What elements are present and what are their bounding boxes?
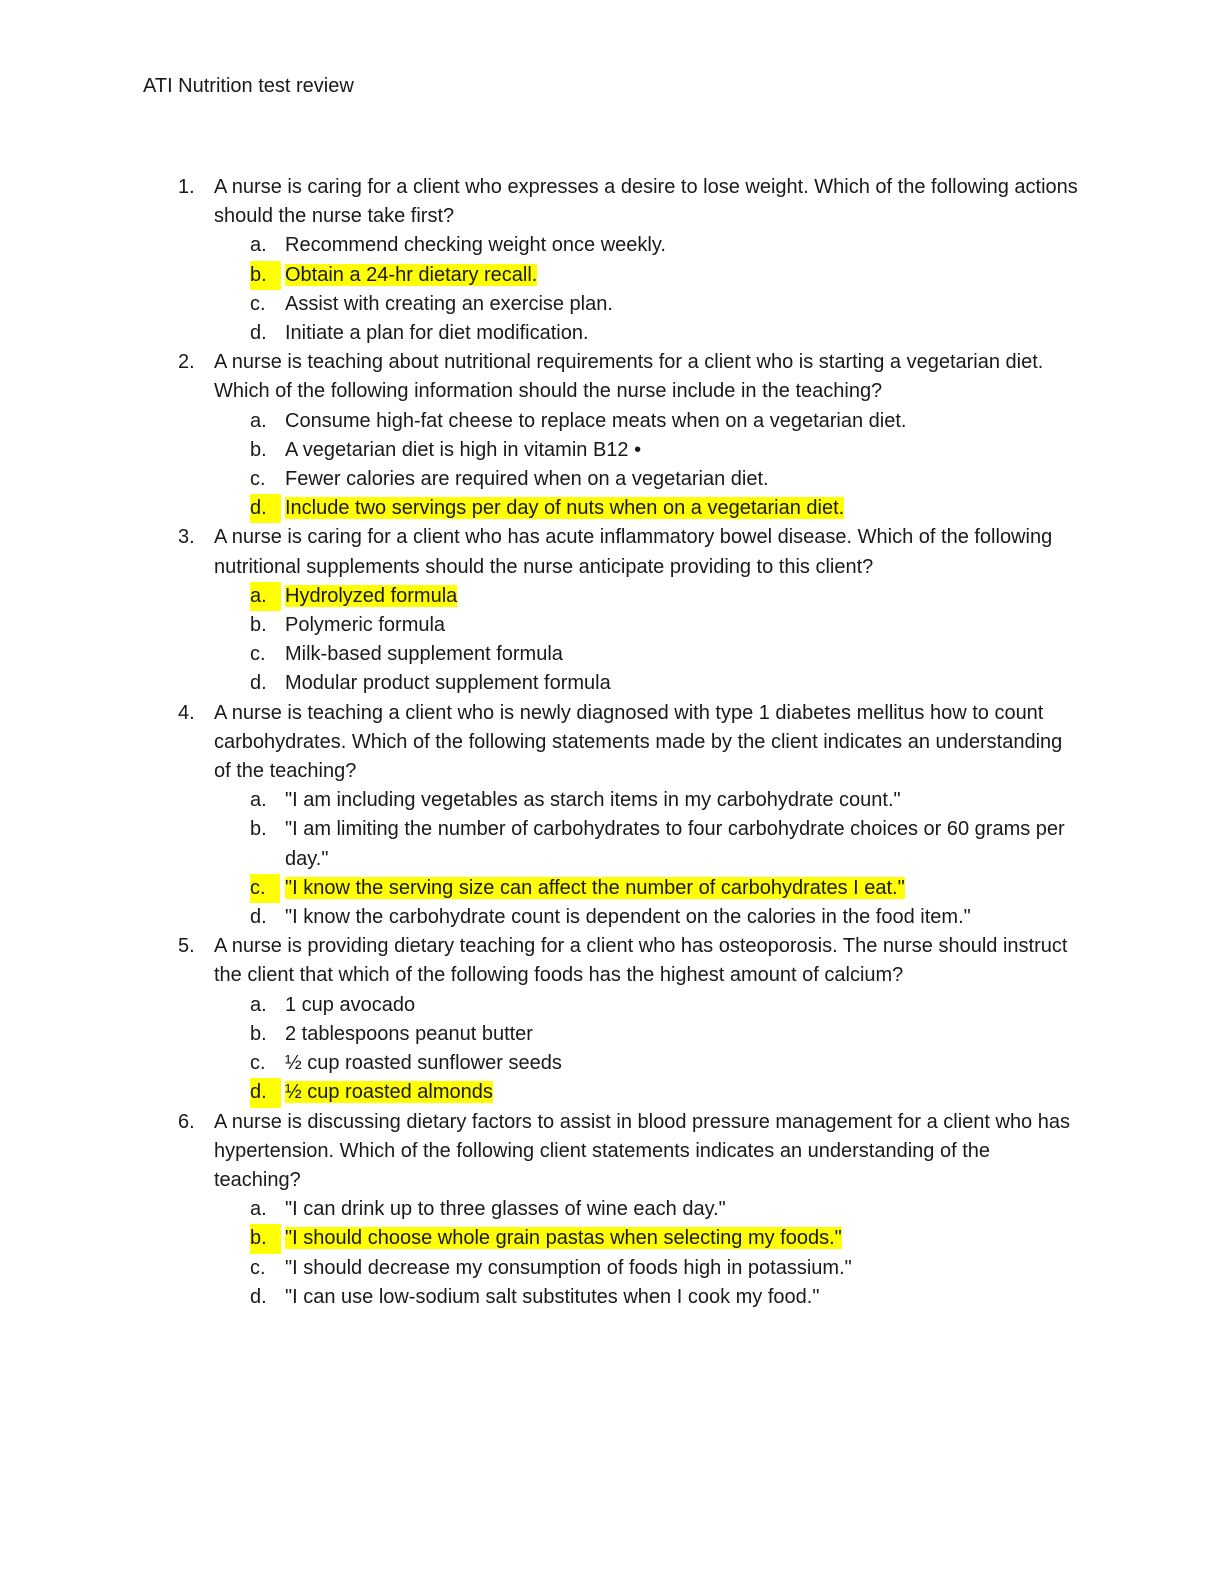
option-letter: d. xyxy=(250,906,267,929)
option-text: "I can drink up to three glasses of wine each day." xyxy=(285,1198,726,1221)
option-text: Fewer calories are required when on a vegetarian diet. xyxy=(285,468,769,491)
option-letter: d. xyxy=(250,1285,267,1308)
question-text: A nurse is caring for a client who has acute inflammatory bowel disease. Which of the following nutritional supplements should the nurse anticipate providing to this client? xyxy=(214,526,1053,578)
option-text: Milk-based supplement formula xyxy=(285,643,563,666)
answer-option xyxy=(0,903,1085,932)
option-text: A vegetarian diet is high in vitamin B12 • xyxy=(285,438,642,461)
answer-option xyxy=(0,319,1085,348)
question-item xyxy=(0,932,1079,990)
answer-option xyxy=(0,231,1085,260)
option-letter: a. xyxy=(250,993,267,1016)
answer-option-highlighted xyxy=(0,1224,1085,1253)
answer-option-highlighted xyxy=(0,874,1085,903)
option-letter: a. xyxy=(250,582,281,611)
question-item xyxy=(0,348,1079,406)
option-letter: c. xyxy=(250,292,266,315)
question-list xyxy=(0,173,1224,1312)
option-text: Initiate a plan for diet modification. xyxy=(285,322,589,345)
option-letter: c. xyxy=(250,468,266,491)
option-text: Assist with creating an exercise plan. xyxy=(285,292,613,315)
option-text: "I know the serving size can affect the number of carbohydrates I eat." xyxy=(285,876,905,899)
option-letter: a. xyxy=(250,409,267,432)
option-letter: d. xyxy=(250,672,267,695)
option-text: ½ cup roasted sunflower seeds xyxy=(285,1052,562,1075)
question-number: 5. xyxy=(178,935,195,958)
option-letter: c. xyxy=(250,1256,266,1279)
option-text: "I am limiting the number of carbohydrates to four carbohydrate choices or 60 grams per day." xyxy=(285,818,1065,870)
option-text: Recommend checking weight once weekly. xyxy=(285,234,666,257)
option-text: "I should choose whole grain pastas when selecting my foods." xyxy=(285,1227,842,1250)
question-item xyxy=(0,173,1079,231)
option-letter: b. xyxy=(250,261,281,290)
question-text: A nurse is discussing dietary factors to assist in blood pressure management for a client who has hypertension. Which of the following client statements indicates an understanding of the teaching? xyxy=(214,1110,1070,1191)
question-text: A nurse is caring for a client who expresses a desire to lose weight. Which of the following actions should the nurse take first? xyxy=(214,176,1078,228)
answer-option-highlighted xyxy=(0,494,1085,523)
option-text: 1 cup avocado xyxy=(285,993,416,1016)
option-letter: a. xyxy=(250,789,267,812)
option-letter: c. xyxy=(250,1052,266,1075)
option-text: "I am including vegetables as starch items in my carbohydrate count." xyxy=(285,789,901,812)
answer-option xyxy=(0,436,1085,465)
option-letter: b. xyxy=(250,438,267,461)
option-text: "I know the carbohydrate count is dependent on the calories in the food item." xyxy=(285,906,971,929)
option-letter: c. xyxy=(250,874,280,903)
option-letter: a. xyxy=(250,234,267,257)
answer-option xyxy=(0,1254,1085,1283)
option-text: 2 tablespoons peanut butter xyxy=(285,1022,533,1045)
question-item xyxy=(0,1108,1079,1196)
option-text: "I should decrease my consumption of foods high in potassium." xyxy=(285,1256,852,1279)
question-item xyxy=(0,523,1079,581)
question-number: 3. xyxy=(178,526,195,549)
answer-option-highlighted xyxy=(0,261,1085,290)
answer-option xyxy=(0,407,1085,436)
question-number: 4. xyxy=(178,701,195,724)
option-letter: d. xyxy=(250,322,267,345)
option-letter: b. xyxy=(250,818,267,841)
option-text: "I can use low-sodium salt substitutes when I cook my food." xyxy=(285,1285,820,1308)
answer-option xyxy=(0,640,1085,669)
answer-option-highlighted xyxy=(0,582,1085,611)
question-number: 6. xyxy=(178,1110,195,1133)
option-letter: b. xyxy=(250,1022,267,1045)
answer-option xyxy=(0,815,1085,873)
question-text: A nurse is teaching a client who is newly diagnosed with type 1 diabetes mellitus how to count carbohydrates. Which of the following statements made by the client indicates an understanding of the teaching? xyxy=(214,701,1063,783)
question-item xyxy=(0,699,1079,787)
question-text: A nurse is teaching about nutritional requirements for a client who is starting a vegetarian diet. Which of the following information should the nurse include in the teaching? xyxy=(214,351,1044,403)
answer-option xyxy=(0,1283,1085,1312)
option-letter: b. xyxy=(250,1224,281,1253)
option-text: Modular product supplement formula xyxy=(285,672,611,695)
option-letter: b. xyxy=(250,614,267,637)
answer-option xyxy=(0,465,1085,494)
answer-option xyxy=(0,1020,1085,1049)
option-text: Include two servings per day of nuts when on a vegetarian diet. xyxy=(285,497,845,520)
answer-option xyxy=(0,611,1085,640)
answer-option xyxy=(0,786,1085,815)
answer-option xyxy=(0,991,1085,1020)
question-number: 1. xyxy=(178,176,195,198)
answer-option xyxy=(0,1049,1085,1078)
option-letter: d. xyxy=(250,1078,281,1107)
answer-option-highlighted xyxy=(0,1078,1085,1107)
option-letter: a. xyxy=(250,1198,267,1221)
option-letter: d. xyxy=(250,494,281,523)
option-text: Consume high-fat cheese to replace meats when on a vegetarian diet. xyxy=(285,409,907,432)
option-text: ½ cup roasted almonds xyxy=(285,1081,493,1104)
option-text: Polymeric formula xyxy=(285,614,446,637)
option-letter: c. xyxy=(250,643,266,666)
option-text: Hydrolyzed formula xyxy=(285,584,458,607)
question-number: 2. xyxy=(178,351,195,374)
document-title: ATI Nutrition test review xyxy=(143,75,354,97)
answer-option xyxy=(0,1195,1085,1224)
question-text: A nurse is providing dietary teaching for a client who has osteoporosis. The nurse should instruct the client that which of the following foods has the highest amount of calcium? xyxy=(214,935,1068,987)
answer-option xyxy=(0,669,1085,698)
option-text: Obtain a 24-hr dietary recall. xyxy=(285,263,538,286)
answer-option xyxy=(0,290,1085,319)
